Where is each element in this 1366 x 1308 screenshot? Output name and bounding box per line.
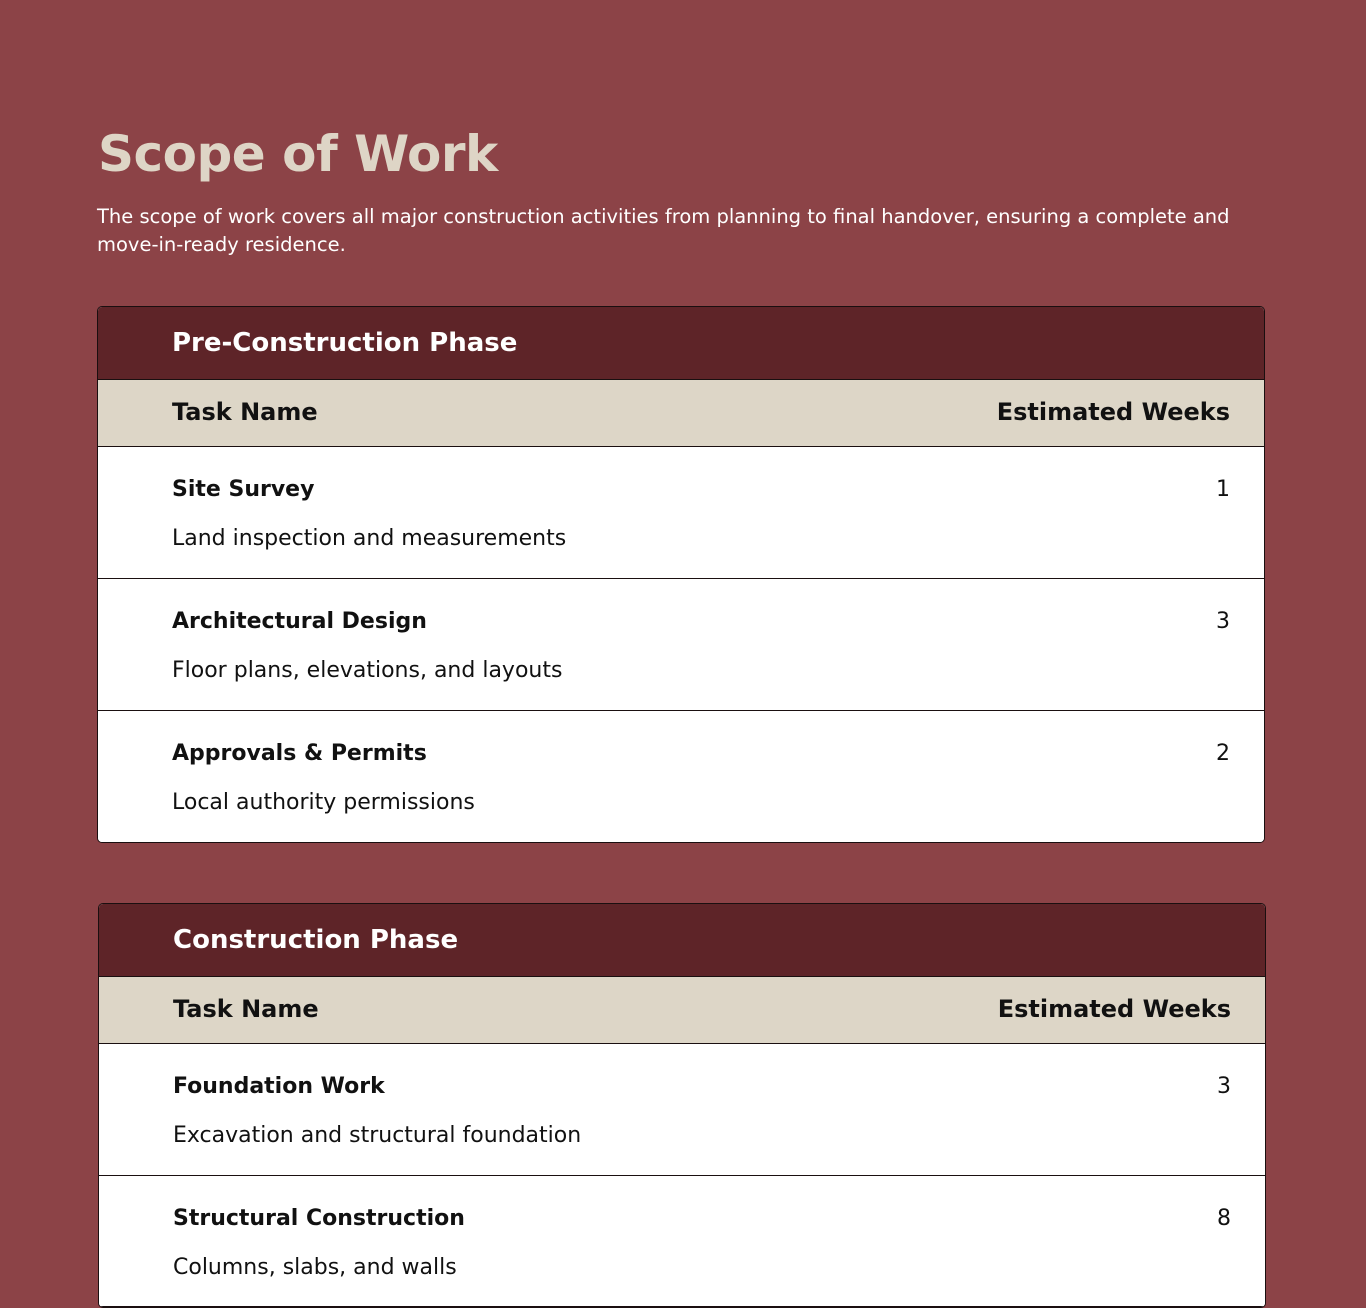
table-column-header [99, 977, 1265, 1044]
task-description: Floor plans, elevations, and layouts [172, 658, 563, 683]
phase-title: Pre-Construction Phase [172, 328, 518, 358]
task-name: Architectural Design [172, 609, 427, 634]
phase-header [99, 904, 1265, 977]
table-row [98, 711, 1264, 842]
task-name: Structural Construction [173, 1206, 465, 1231]
task-weeks: 3 [1216, 609, 1230, 634]
table-row [99, 1176, 1265, 1307]
task-name: Approvals & Permits [172, 741, 427, 766]
column-estimated-weeks: Estimated Weeks [996, 398, 1230, 426]
phase-title: Construction Phase [173, 925, 459, 955]
intro-paragraph: The scope of work covers all major construction activities from planning to final handover, ensuring a complete and move-in-ready residence. [97, 205, 1230, 256]
column-task-name: Task Name [172, 398, 318, 426]
phase-header [98, 307, 1264, 380]
task-weeks: 8 [1217, 1206, 1231, 1231]
table-row [98, 579, 1264, 711]
task-description: Local authority permissions [172, 790, 475, 815]
page-title: Scope of Work [98, 125, 498, 183]
task-description: Excavation and structural foundation [173, 1123, 582, 1148]
construction-phase-table [98, 903, 1266, 1308]
table-column-header [98, 380, 1264, 447]
column-estimated-weeks: Estimated Weeks [997, 995, 1231, 1023]
pre-construction-phase-table [97, 306, 1265, 843]
task-name: Site Survey [172, 477, 315, 502]
task-description: Columns, slabs, and walls [173, 1255, 457, 1280]
column-task-name: Task Name [173, 995, 319, 1023]
task-weeks: 1 [1216, 477, 1230, 502]
table-row [99, 1044, 1265, 1176]
task-name: Foundation Work [173, 1074, 385, 1099]
task-weeks: 2 [1216, 741, 1230, 766]
task-weeks: 3 [1217, 1074, 1231, 1099]
table-row [98, 447, 1264, 579]
task-description: Land inspection and measurements [172, 526, 567, 551]
